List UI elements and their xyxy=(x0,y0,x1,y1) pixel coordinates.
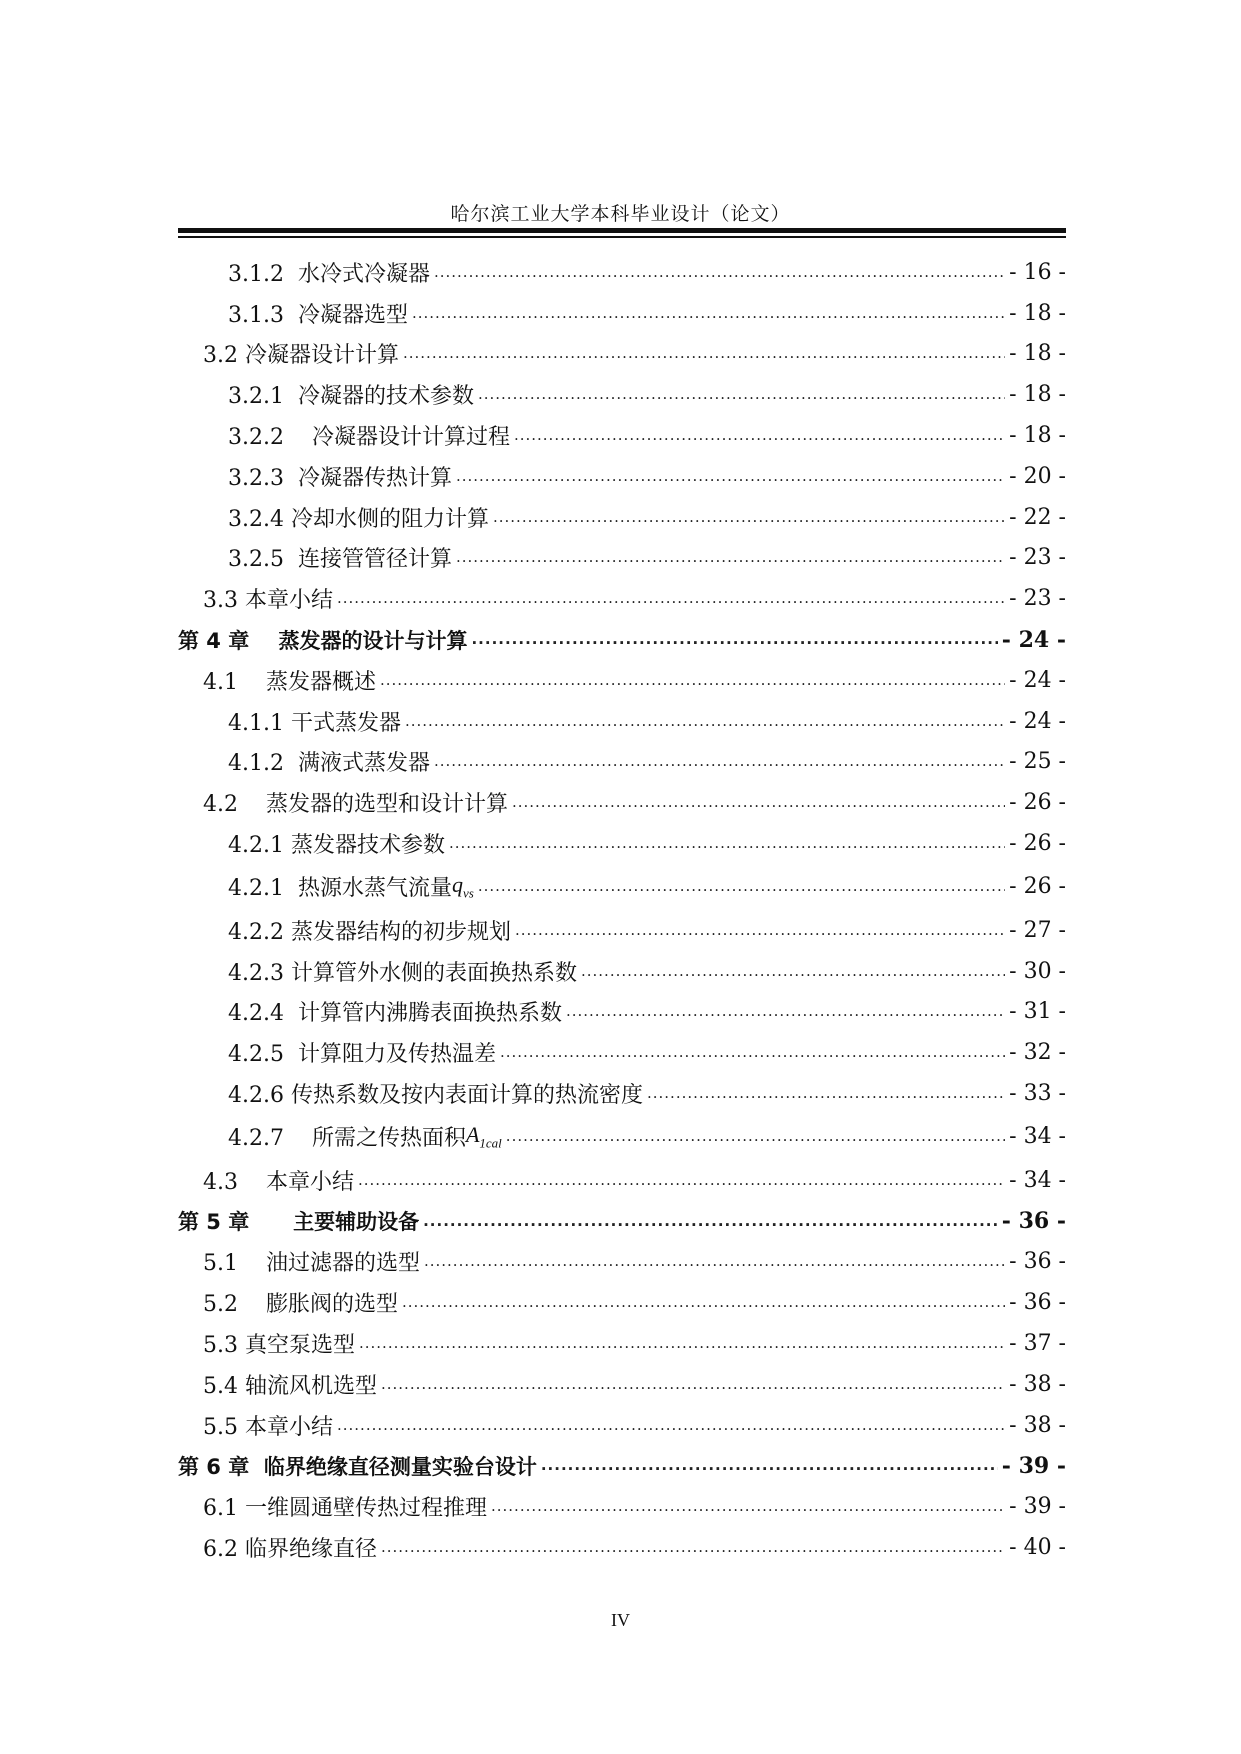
toc-chapter-text: 第 5 章 主要辅助设备 xyxy=(178,1210,420,1235)
toc-entry-text: 4.1.2 满液式蒸发器 xyxy=(228,751,430,777)
leader-dots xyxy=(456,469,1005,484)
toc-entry-5-1[interactable] xyxy=(178,1242,1066,1283)
toc-entry-4-2-6[interactable] xyxy=(178,1073,1066,1114)
toc-chapter-4[interactable] xyxy=(178,619,1066,660)
toc-chapter-6[interactable] xyxy=(178,1446,1066,1487)
toc-page-number: - 26 - xyxy=(1009,874,1066,900)
toc-entry-3-3[interactable] xyxy=(178,578,1066,619)
toc-entry-text: 5.2 膨胀阀的选型 xyxy=(203,1292,398,1318)
toc-entry-text: 4.2.1 热源水蒸气流量 xyxy=(228,876,452,902)
leader-dots xyxy=(541,1458,998,1473)
leader-dots xyxy=(412,306,1005,321)
leader-dots xyxy=(337,591,1005,606)
leader-dots xyxy=(449,836,1005,851)
toc-entry-text: 5.3 真空泵选型 xyxy=(203,1333,355,1359)
toc-entry-text: 5.4 轴流风机选型 xyxy=(203,1373,377,1399)
document-header-title: 哈尔滨工业大学本科毕业设计（论文） xyxy=(450,203,791,225)
toc-entry-text: 4.2.3 计算管外水侧的表面换热系数 xyxy=(228,960,577,986)
toc-entry-4-1-2[interactable] xyxy=(178,742,1066,783)
toc-entry-4-2-1[interactable] xyxy=(178,823,1066,864)
leader-dots xyxy=(434,754,1005,769)
toc-page-number: - 33 - xyxy=(1009,1081,1066,1107)
leader-dots xyxy=(337,1418,1005,1433)
toc-entry-3-2-4[interactable] xyxy=(178,497,1066,538)
toc-page-number: - 36 - xyxy=(1001,1208,1066,1235)
leader-dots xyxy=(647,1086,1005,1101)
page-number: IV xyxy=(611,1610,630,1630)
toc-entry-3-1-3[interactable] xyxy=(178,293,1066,334)
toc-page-number: - 20 - xyxy=(1009,463,1066,489)
toc-entry-6-2[interactable] xyxy=(178,1527,1066,1568)
toc-entry-text: 5.5 本章小结 xyxy=(203,1414,333,1440)
toc-page-number: - 37 - xyxy=(1009,1331,1066,1357)
leader-dots xyxy=(478,387,1005,402)
header-rule-thin xyxy=(178,236,1066,238)
toc-page-number: - 31 - xyxy=(1009,999,1066,1025)
leader-dots xyxy=(512,795,1005,810)
toc-entry-4-2-5[interactable] xyxy=(178,1032,1066,1073)
toc-page-number: - 40 - xyxy=(1009,1535,1066,1560)
leader-dots xyxy=(424,1254,1005,1269)
toc-page-number: - 27 - xyxy=(1009,917,1066,943)
toc-page-number: - 39 - xyxy=(1001,1452,1066,1479)
toc-entry-text: 4.2.4 计算管内沸腾表面换热系数 xyxy=(228,1001,562,1027)
leader-dots xyxy=(506,1129,1005,1144)
toc-entry-5-4[interactable] xyxy=(178,1364,1066,1405)
toc-entry-text: 4.2.7 所需之传热面积 xyxy=(228,1126,466,1152)
toc-entry-3-2-5[interactable] xyxy=(178,538,1066,579)
toc-page-number: - 36 - xyxy=(1009,1290,1066,1316)
toc-entry-text: 3.1.2 水冷式冷凝器 xyxy=(228,261,430,287)
toc-entry-text: 3.1.3 冷凝器选型 xyxy=(228,302,408,328)
toc-entry-text: 3.2.1 冷凝器的技术参数 xyxy=(228,384,474,410)
toc-entry-3-2-3[interactable] xyxy=(178,456,1066,497)
toc-page-number: - 25 - xyxy=(1009,749,1066,775)
toc-entry-4-1-1[interactable] xyxy=(178,701,1066,742)
toc-page-number: - 34 - xyxy=(1009,1167,1066,1193)
toc-entry-text: 3.2.5 连接管管径计算 xyxy=(228,547,452,573)
toc-page-number: - 24 - xyxy=(1001,626,1066,653)
leader-dots xyxy=(471,632,997,647)
toc-entry-text: 3.2.3 冷凝器传热计算 xyxy=(228,465,452,491)
leader-dots xyxy=(514,428,1005,443)
toc-page-number: - 30 - xyxy=(1009,958,1066,984)
toc-page-number: - 24 - xyxy=(1009,708,1066,734)
toc-entry-4-2-3[interactable] xyxy=(178,951,1066,992)
toc-entry-6-1[interactable] xyxy=(178,1486,1066,1527)
toc-chapter-text: 第 6 章 临界绝缘直径测量实验台设计 xyxy=(178,1454,537,1479)
toc-page-number: - 22 - xyxy=(1009,504,1066,530)
leader-dots xyxy=(500,1045,1005,1060)
toc-page-number: - 23 - xyxy=(1009,586,1066,612)
toc-entry-text: 3.2.2 冷凝器设计计算过程 xyxy=(228,425,510,451)
leader-dots xyxy=(359,1336,1005,1351)
toc-entry-text: 6.1 一维圆通壁传热过程推理 xyxy=(203,1496,487,1522)
leader-dots xyxy=(381,1377,1005,1392)
leader-dots xyxy=(456,550,1005,565)
leader-dots xyxy=(434,265,1005,280)
toc-entry-4-2-2[interactable] xyxy=(178,910,1066,951)
toc-entry-text: 4.2.2 蒸发器结构的初步规划 xyxy=(228,919,511,945)
leader-dots xyxy=(402,1295,1005,1310)
toc-page-number: - 38 - xyxy=(1009,1412,1066,1438)
leader-dots xyxy=(423,1214,998,1229)
leader-dots xyxy=(566,1004,1005,1019)
toc-entry-5-2[interactable] xyxy=(178,1282,1066,1323)
toc-entry-text: 4.1.1 干式蒸发器 xyxy=(228,710,401,736)
toc-entry-4-2-1-steam-flow[interactable] xyxy=(178,864,1066,910)
math-subscript: vs xyxy=(462,885,474,901)
table-of-contents xyxy=(178,252,1066,1568)
toc-page-number: - 18 - xyxy=(1009,300,1066,326)
toc-page-number: - 38 - xyxy=(1009,1371,1066,1397)
toc-page-number: - 18 - xyxy=(1009,382,1066,408)
toc-entry-text: 3.2 冷凝器设计计算 xyxy=(203,343,399,369)
leader-dots xyxy=(358,1173,1005,1188)
toc-page-number: - 26 - xyxy=(1009,790,1066,816)
toc-entry-text: 6.2 临界绝缘直径 xyxy=(203,1537,377,1562)
math-symbol-q: $q_{vs}$ xyxy=(451,872,474,901)
leader-dots xyxy=(491,1499,1005,1514)
toc-entry-text: 4.1 蒸发器概述 xyxy=(203,669,376,695)
toc-page-number: - 34 - xyxy=(1009,1124,1066,1150)
toc-entry-3-2[interactable] xyxy=(178,334,1066,375)
toc-entry-3-1-2[interactable] xyxy=(178,252,1066,293)
toc-entry-4-2-7[interactable] xyxy=(178,1114,1066,1160)
toc-entry-5-3[interactable] xyxy=(178,1323,1066,1364)
leader-dots xyxy=(381,1540,1005,1555)
toc-entry-4-2-4[interactable] xyxy=(178,992,1066,1033)
leader-dots xyxy=(478,879,1005,894)
toc-page-number: - 24 - xyxy=(1009,667,1066,693)
toc-entry-text: 5.1 油过滤器的选型 xyxy=(203,1251,420,1277)
toc-entry-text: 4.2.6 传热系数及按内表面计算的热流密度 xyxy=(228,1083,643,1109)
toc-entry-4-2[interactable] xyxy=(178,782,1066,823)
toc-page-number: - 23 - xyxy=(1009,545,1066,571)
leader-dots xyxy=(405,714,1005,729)
toc-entry-text: 4.2 蒸发器的选型和设计计算 xyxy=(203,792,508,818)
toc-entry-5-5[interactable] xyxy=(178,1405,1066,1446)
toc-page-number: - 36 - xyxy=(1009,1249,1066,1275)
toc-page-number: - 39 - xyxy=(1009,1494,1066,1520)
toc-entry-4-1[interactable] xyxy=(178,660,1066,701)
math-subscript: 1cal xyxy=(479,1135,502,1151)
toc-chapter-5[interactable] xyxy=(178,1201,1066,1242)
toc-entry-3-2-2[interactable] xyxy=(178,415,1066,456)
toc-page-number: - 16 - xyxy=(1009,259,1066,285)
toc-chapter-text: 第 4 章 蒸发器的设计与计算 xyxy=(178,628,468,653)
leader-dots xyxy=(380,673,1005,688)
toc-entry-text: 4.2.1 蒸发器技术参数 xyxy=(228,833,445,859)
leader-dots xyxy=(581,964,1005,979)
leader-dots xyxy=(515,923,1005,938)
toc-page-number: - 18 - xyxy=(1009,341,1066,367)
toc-entry-text: 3.3 本章小结 xyxy=(203,588,333,614)
toc-page-number: - 26 - xyxy=(1009,831,1066,857)
toc-entry-3-2-1[interactable] xyxy=(178,374,1066,415)
toc-page-number: - 18 - xyxy=(1009,423,1066,449)
toc-entry-text: 4.2.5 计算阻力及传热温差 xyxy=(228,1042,496,1068)
header-rule-thick xyxy=(178,228,1066,233)
toc-entry-4-3[interactable] xyxy=(178,1160,1066,1201)
toc-entry-text: 4.3 本章小结 xyxy=(203,1169,354,1195)
toc-page-number: - 32 - xyxy=(1009,1040,1066,1066)
leader-dots xyxy=(403,346,1005,361)
leader-dots xyxy=(493,510,1005,525)
toc-entry-text: 3.2.4 冷却水侧的阻力计算 xyxy=(228,506,489,532)
math-symbol-a: $A_{1cal}$ xyxy=(465,1122,502,1151)
